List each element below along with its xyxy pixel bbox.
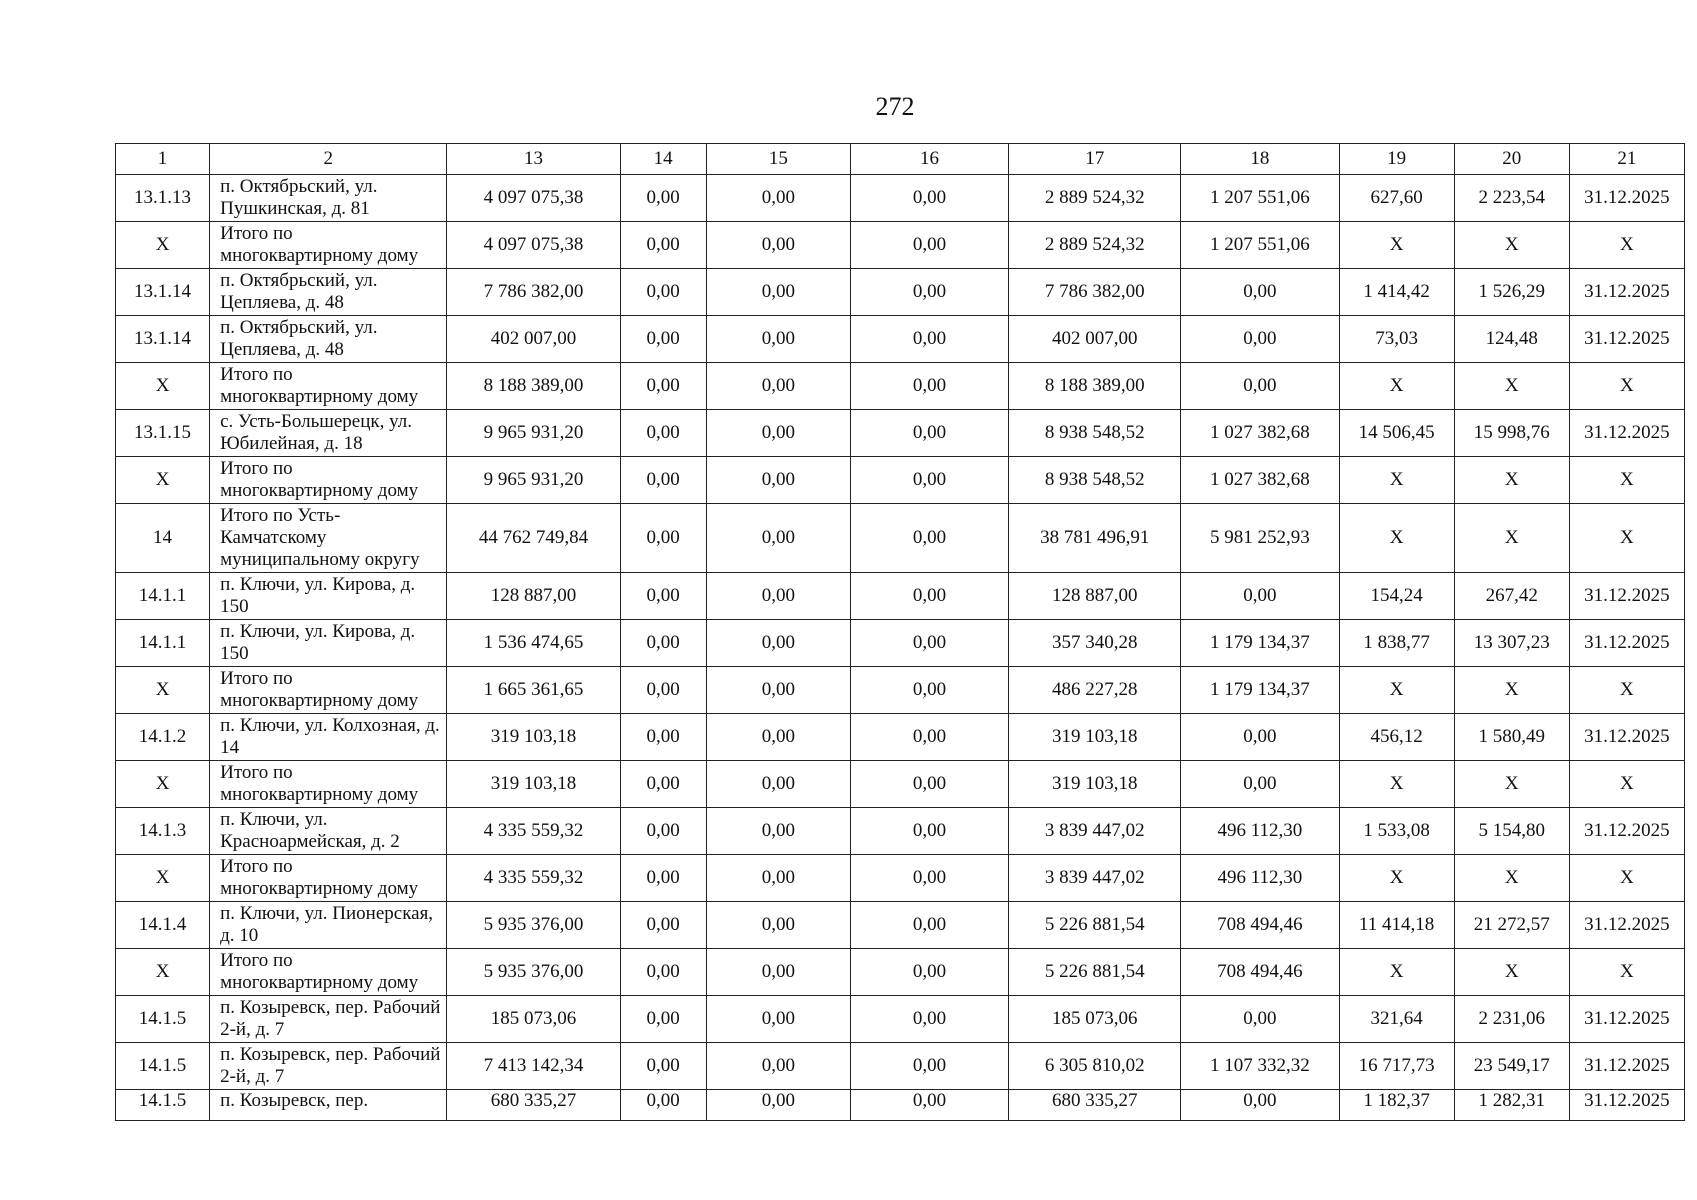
table-cell: 680 335,27: [1009, 1090, 1181, 1121]
table-cell: п. Ключи, ул. Колхозная, д. 14: [210, 714, 447, 761]
table-cell: 680 335,27: [447, 1090, 620, 1121]
table-cell: 0,00: [620, 363, 706, 410]
table-cell: 9 965 931,20: [447, 410, 620, 457]
table-cell: 31.12.2025: [1569, 714, 1684, 761]
table-row: [116, 457, 1685, 504]
column-header: 20: [1454, 144, 1569, 175]
table-cell: 0,00: [706, 667, 850, 714]
table-cell: 708 494,46: [1181, 949, 1339, 996]
table-cell: 319 103,18: [447, 714, 620, 761]
table-cell: 0,00: [706, 855, 850, 902]
table-cell: X: [116, 667, 210, 714]
table-cell: 128 887,00: [1009, 573, 1181, 620]
table-cell: 0,00: [706, 457, 850, 504]
table-cell: 13.1.14: [116, 269, 210, 316]
table-cell: 0,00: [850, 1043, 1008, 1090]
table-cell: 0,00: [706, 269, 850, 316]
table-cell: 1 526,29: [1454, 269, 1569, 316]
table-cell: 7 786 382,00: [1009, 269, 1181, 316]
table-cell: 31.12.2025: [1569, 620, 1684, 667]
table-cell: X: [116, 949, 210, 996]
table-cell: 627,60: [1339, 175, 1454, 222]
table-cell: 1 414,42: [1339, 269, 1454, 316]
table-cell: 8 188 389,00: [447, 363, 620, 410]
table-cell: 0,00: [850, 996, 1008, 1043]
table-cell: X: [1454, 222, 1569, 269]
table-cell: 13.1.14: [116, 316, 210, 363]
table-cell: 185 073,06: [447, 996, 620, 1043]
table-cell: 31.12.2025: [1569, 269, 1684, 316]
table-cell: 0,00: [850, 620, 1008, 667]
table-cell: 1 580,49: [1454, 714, 1569, 761]
table-cell: 0,00: [620, 269, 706, 316]
table-cell: X: [1569, 761, 1684, 808]
table-cell: X: [1454, 761, 1569, 808]
table-cell: 0,00: [850, 363, 1008, 410]
table-cell: 44 762 749,84: [447, 504, 620, 573]
table-cell: 0,00: [850, 808, 1008, 855]
table-cell: 1 182,37: [1339, 1090, 1454, 1121]
table-cell: 1 533,08: [1339, 808, 1454, 855]
table-cell: 2 889 524,32: [1009, 175, 1181, 222]
table-cell: 0,00: [620, 808, 706, 855]
table-row: [116, 222, 1685, 269]
table-cell: 1 207 551,06: [1181, 222, 1339, 269]
table-cell: X: [116, 457, 210, 504]
table-cell: X: [1569, 504, 1684, 573]
table-cell: 456,12: [1339, 714, 1454, 761]
table-cell: 2 889 524,32: [1009, 222, 1181, 269]
table-cell: 0,00: [620, 1090, 706, 1121]
table-cell: 496 112,30: [1181, 808, 1339, 855]
table-cell: X: [1569, 222, 1684, 269]
table-cell: п. Ключи, ул. Кирова, д. 150: [210, 620, 447, 667]
table-row: [116, 714, 1685, 761]
table-cell: 1 207 551,06: [1181, 175, 1339, 222]
table-cell: 14.1.5: [116, 1090, 210, 1121]
table-cell: п. Козыревск, пер.: [210, 1090, 447, 1121]
table-cell: 5 935 376,00: [447, 902, 620, 949]
table-cell: X: [1569, 457, 1684, 504]
table-cell: 0,00: [620, 175, 706, 222]
table-row: [116, 808, 1685, 855]
table-cell: 14.1.4: [116, 902, 210, 949]
table-cell: 5 981 252,93: [1181, 504, 1339, 573]
table-cell: X: [1454, 363, 1569, 410]
table-cell: 0,00: [850, 667, 1008, 714]
table-cell: 0,00: [850, 222, 1008, 269]
table-cell: 4 335 559,32: [447, 808, 620, 855]
table-cell: 0,00: [620, 1043, 706, 1090]
table-cell: 0,00: [1181, 573, 1339, 620]
table-cell: 0,00: [706, 808, 850, 855]
table-cell: 0,00: [706, 620, 850, 667]
column-header: 15: [706, 144, 850, 175]
table-cell: 1 027 382,68: [1181, 410, 1339, 457]
table-cell: 0,00: [706, 222, 850, 269]
table-cell: п. Козыревск, пер. Рабочий 2-й, д. 7: [210, 1043, 447, 1090]
table-cell: 31.12.2025: [1569, 573, 1684, 620]
table-cell: Итого по многоквартирному дому: [210, 949, 447, 996]
table-cell: 16 717,73: [1339, 1043, 1454, 1090]
table-cell: п. Октябрьский, ул. Пушкинская, д. 81: [210, 175, 447, 222]
table-cell: X: [1454, 457, 1569, 504]
data-table: [115, 143, 1685, 1121]
table-cell: 3 839 447,02: [1009, 808, 1181, 855]
table-row: [116, 1090, 1685, 1121]
table-cell: 31.12.2025: [1569, 996, 1684, 1043]
table-cell: Итого по многоквартирному дому: [210, 761, 447, 808]
table-cell: X: [116, 363, 210, 410]
table-cell: 0,00: [1181, 316, 1339, 363]
table-cell: п. Ключи, ул. Кирова, д. 150: [210, 573, 447, 620]
column-header: 17: [1009, 144, 1181, 175]
table-cell: X: [1339, 761, 1454, 808]
table-cell: 0,00: [706, 573, 850, 620]
table-cell: 0,00: [620, 504, 706, 573]
table-row: [116, 902, 1685, 949]
table-cell: 31.12.2025: [1569, 316, 1684, 363]
column-header: 2: [210, 144, 447, 175]
table-cell: Итого по многоквартирному дому: [210, 855, 447, 902]
table-cell: X: [116, 222, 210, 269]
table-cell: 5 935 376,00: [447, 949, 620, 996]
table-row: [116, 175, 1685, 222]
column-header: 19: [1339, 144, 1454, 175]
table-cell: 5 154,80: [1454, 808, 1569, 855]
table-cell: Итого по многоквартирному дому: [210, 222, 447, 269]
table-cell: X: [116, 761, 210, 808]
table-cell: 8 938 548,52: [1009, 410, 1181, 457]
table-cell: 0,00: [850, 316, 1008, 363]
table-cell: 21 272,57: [1454, 902, 1569, 949]
table-cell: 0,00: [850, 761, 1008, 808]
table-cell: 0,00: [850, 902, 1008, 949]
table-cell: 0,00: [620, 855, 706, 902]
table-cell: 0,00: [850, 457, 1008, 504]
table-cell: 0,00: [620, 667, 706, 714]
table-cell: 23 549,17: [1454, 1043, 1569, 1090]
table-cell: 0,00: [706, 1090, 850, 1121]
table-cell: 14: [116, 504, 210, 573]
table-row: [116, 949, 1685, 996]
table-cell: 0,00: [620, 573, 706, 620]
table-cell: 4 097 075,38: [447, 222, 620, 269]
table-cell: 0,00: [1181, 1090, 1339, 1121]
table-cell: 2 223,54: [1454, 175, 1569, 222]
table-cell: X: [1569, 667, 1684, 714]
table-cell: 0,00: [706, 761, 850, 808]
table-cell: 31.12.2025: [1569, 175, 1684, 222]
table-cell: 0,00: [850, 949, 1008, 996]
table-cell: 321,64: [1339, 996, 1454, 1043]
table-row: [116, 761, 1685, 808]
table-cell: 0,00: [620, 222, 706, 269]
table-cell: 0,00: [850, 175, 1008, 222]
column-header: 14: [620, 144, 706, 175]
column-header: 13: [447, 144, 620, 175]
table-cell: X: [1339, 667, 1454, 714]
table-cell: X: [1339, 504, 1454, 573]
table-cell: 0,00: [850, 504, 1008, 573]
table-cell: 0,00: [620, 949, 706, 996]
table-cell: 128 887,00: [447, 573, 620, 620]
table-cell: 0,00: [706, 410, 850, 457]
table-cell: 0,00: [850, 855, 1008, 902]
table-row: [116, 316, 1685, 363]
table-body: [116, 144, 1685, 1121]
table-cell: 0,00: [706, 996, 850, 1043]
table-cell: 154,24: [1339, 573, 1454, 620]
table-cell: 73,03: [1339, 316, 1454, 363]
table-row: [116, 620, 1685, 667]
table-cell: 0,00: [706, 504, 850, 573]
column-header: 18: [1181, 144, 1339, 175]
table-cell: X: [1454, 855, 1569, 902]
page-number: 272: [875, 92, 915, 121]
table-cell: 11 414,18: [1339, 902, 1454, 949]
table-cell: 0,00: [620, 410, 706, 457]
table-cell: 0,00: [1181, 714, 1339, 761]
table-cell: 267,42: [1454, 573, 1569, 620]
table-cell: 0,00: [1181, 761, 1339, 808]
table-cell: 1 665 361,65: [447, 667, 620, 714]
table-cell: 14.1.1: [116, 573, 210, 620]
table-cell: 7 786 382,00: [447, 269, 620, 316]
table-cell: 14.1.1: [116, 620, 210, 667]
table-cell: 9 965 931,20: [447, 457, 620, 504]
table-cell: Итого по многоквартирному дому: [210, 667, 447, 714]
table-cell: X: [1454, 949, 1569, 996]
table-cell: 0,00: [850, 269, 1008, 316]
table-cell: 4 335 559,32: [447, 855, 620, 902]
table-cell: 0,00: [620, 761, 706, 808]
table-cell: 0,00: [850, 714, 1008, 761]
table-cell: 6 305 810,02: [1009, 1043, 1181, 1090]
column-header: 1: [116, 144, 210, 175]
table-cell: 31.12.2025: [1569, 1043, 1684, 1090]
table-cell: 5 226 881,54: [1009, 902, 1181, 949]
table-cell: 486 227,28: [1009, 667, 1181, 714]
table-cell: 0,00: [1181, 363, 1339, 410]
table-cell: 357 340,28: [1009, 620, 1181, 667]
table-row: [116, 410, 1685, 457]
table-header-row: [116, 144, 1685, 175]
table-cell: 0,00: [620, 316, 706, 363]
table-cell: 2 231,06: [1454, 996, 1569, 1043]
table-cell: 0,00: [706, 363, 850, 410]
table-cell: 0,00: [706, 316, 850, 363]
table-cell: п. Козыревск, пер. Рабочий 2-й, д. 7: [210, 996, 447, 1043]
table-cell: 14.1.2: [116, 714, 210, 761]
table-cell: 1 027 382,68: [1181, 457, 1339, 504]
table-cell: 1 536 474,65: [447, 620, 620, 667]
table-cell: 0,00: [706, 714, 850, 761]
table-cell: X: [1339, 855, 1454, 902]
table-cell: 0,00: [1181, 269, 1339, 316]
table-cell: 319 103,18: [447, 761, 620, 808]
table-row: [116, 1043, 1685, 1090]
table-cell: 0,00: [706, 949, 850, 996]
table-cell: 0,00: [620, 902, 706, 949]
table-row: [116, 996, 1685, 1043]
table-cell: 0,00: [620, 714, 706, 761]
table-cell: X: [1454, 667, 1569, 714]
table-cell: п. Ключи, ул. Красноармейская, д. 2: [210, 808, 447, 855]
column-header: 16: [850, 144, 1008, 175]
table-cell: 4 097 075,38: [447, 175, 620, 222]
table-cell: X: [1569, 949, 1684, 996]
table-cell: 0,00: [706, 902, 850, 949]
table-cell: 15 998,76: [1454, 410, 1569, 457]
table-cell: 0,00: [1181, 996, 1339, 1043]
table-cell: 14.1.3: [116, 808, 210, 855]
table-cell: X: [1339, 222, 1454, 269]
table-cell: X: [1454, 504, 1569, 573]
table-cell: 13.1.15: [116, 410, 210, 457]
table-cell: 1 179 134,37: [1181, 620, 1339, 667]
table-cell: 0,00: [706, 175, 850, 222]
table-cell: X: [1569, 855, 1684, 902]
table-cell: Итого по многоквартирному дому: [210, 363, 447, 410]
column-header: 21: [1569, 144, 1684, 175]
table-cell: 31.12.2025: [1569, 808, 1684, 855]
table-row: [116, 855, 1685, 902]
table-cell: 3 839 447,02: [1009, 855, 1181, 902]
table-cell: 31.12.2025: [1569, 1090, 1684, 1121]
table-cell: 14 506,45: [1339, 410, 1454, 457]
table-cell: п. Ключи, ул. Пионерская, д. 10: [210, 902, 447, 949]
table-row: [116, 504, 1685, 573]
table-cell: X: [116, 855, 210, 902]
table-cell: Итого по Усть-Камчатскому муниципальному округу: [210, 504, 447, 573]
table-cell: 496 112,30: [1181, 855, 1339, 902]
table-cell: 14.1.5: [116, 996, 210, 1043]
table-cell: X: [1339, 363, 1454, 410]
table-cell: 14.1.5: [116, 1043, 210, 1090]
table-cell: 0,00: [620, 457, 706, 504]
table-cell: 31.12.2025: [1569, 902, 1684, 949]
table-row: [116, 363, 1685, 410]
table-cell: 5 226 881,54: [1009, 949, 1181, 996]
table-cell: 8 938 548,52: [1009, 457, 1181, 504]
table-cell: 0,00: [620, 620, 706, 667]
table-cell: 1 107 332,32: [1181, 1043, 1339, 1090]
table-cell: 1 179 134,37: [1181, 667, 1339, 714]
table-cell: 1 282,31: [1454, 1090, 1569, 1121]
table-cell: Итого по многоквартирному дому: [210, 457, 447, 504]
table-cell: 0,00: [850, 410, 1008, 457]
table-cell: с. Усть-Большерецк, ул. Юбилейная, д. 18: [210, 410, 447, 457]
table-cell: 38 781 496,91: [1009, 504, 1181, 573]
table-cell: 0,00: [850, 573, 1008, 620]
table-cell: 319 103,18: [1009, 761, 1181, 808]
table-row: [116, 667, 1685, 714]
table-row: [116, 573, 1685, 620]
table-cell: п. Октябрьский, ул. Цепляева, д. 48: [210, 269, 447, 316]
table-cell: X: [1569, 363, 1684, 410]
table-cell: 708 494,46: [1181, 902, 1339, 949]
table-cell: 124,48: [1454, 316, 1569, 363]
table-row: [116, 269, 1685, 316]
table-cell: 402 007,00: [447, 316, 620, 363]
table-cell: 13.1.13: [116, 175, 210, 222]
table-cell: 1 838,77: [1339, 620, 1454, 667]
table-cell: п. Октябрьский, ул. Цепляева, д. 48: [210, 316, 447, 363]
table-cell: 8 188 389,00: [1009, 363, 1181, 410]
table-cell: 13 307,23: [1454, 620, 1569, 667]
table-cell: 31.12.2025: [1569, 410, 1684, 457]
table-cell: 319 103,18: [1009, 714, 1181, 761]
table-cell: 0,00: [620, 996, 706, 1043]
table-cell: 7 413 142,34: [447, 1043, 620, 1090]
table-cell: 185 073,06: [1009, 996, 1181, 1043]
table-cell: X: [1339, 457, 1454, 504]
table-cell: 0,00: [706, 1043, 850, 1090]
table-cell: X: [1339, 949, 1454, 996]
table-cell: 402 007,00: [1009, 316, 1181, 363]
table-cell: 0,00: [850, 1090, 1008, 1121]
